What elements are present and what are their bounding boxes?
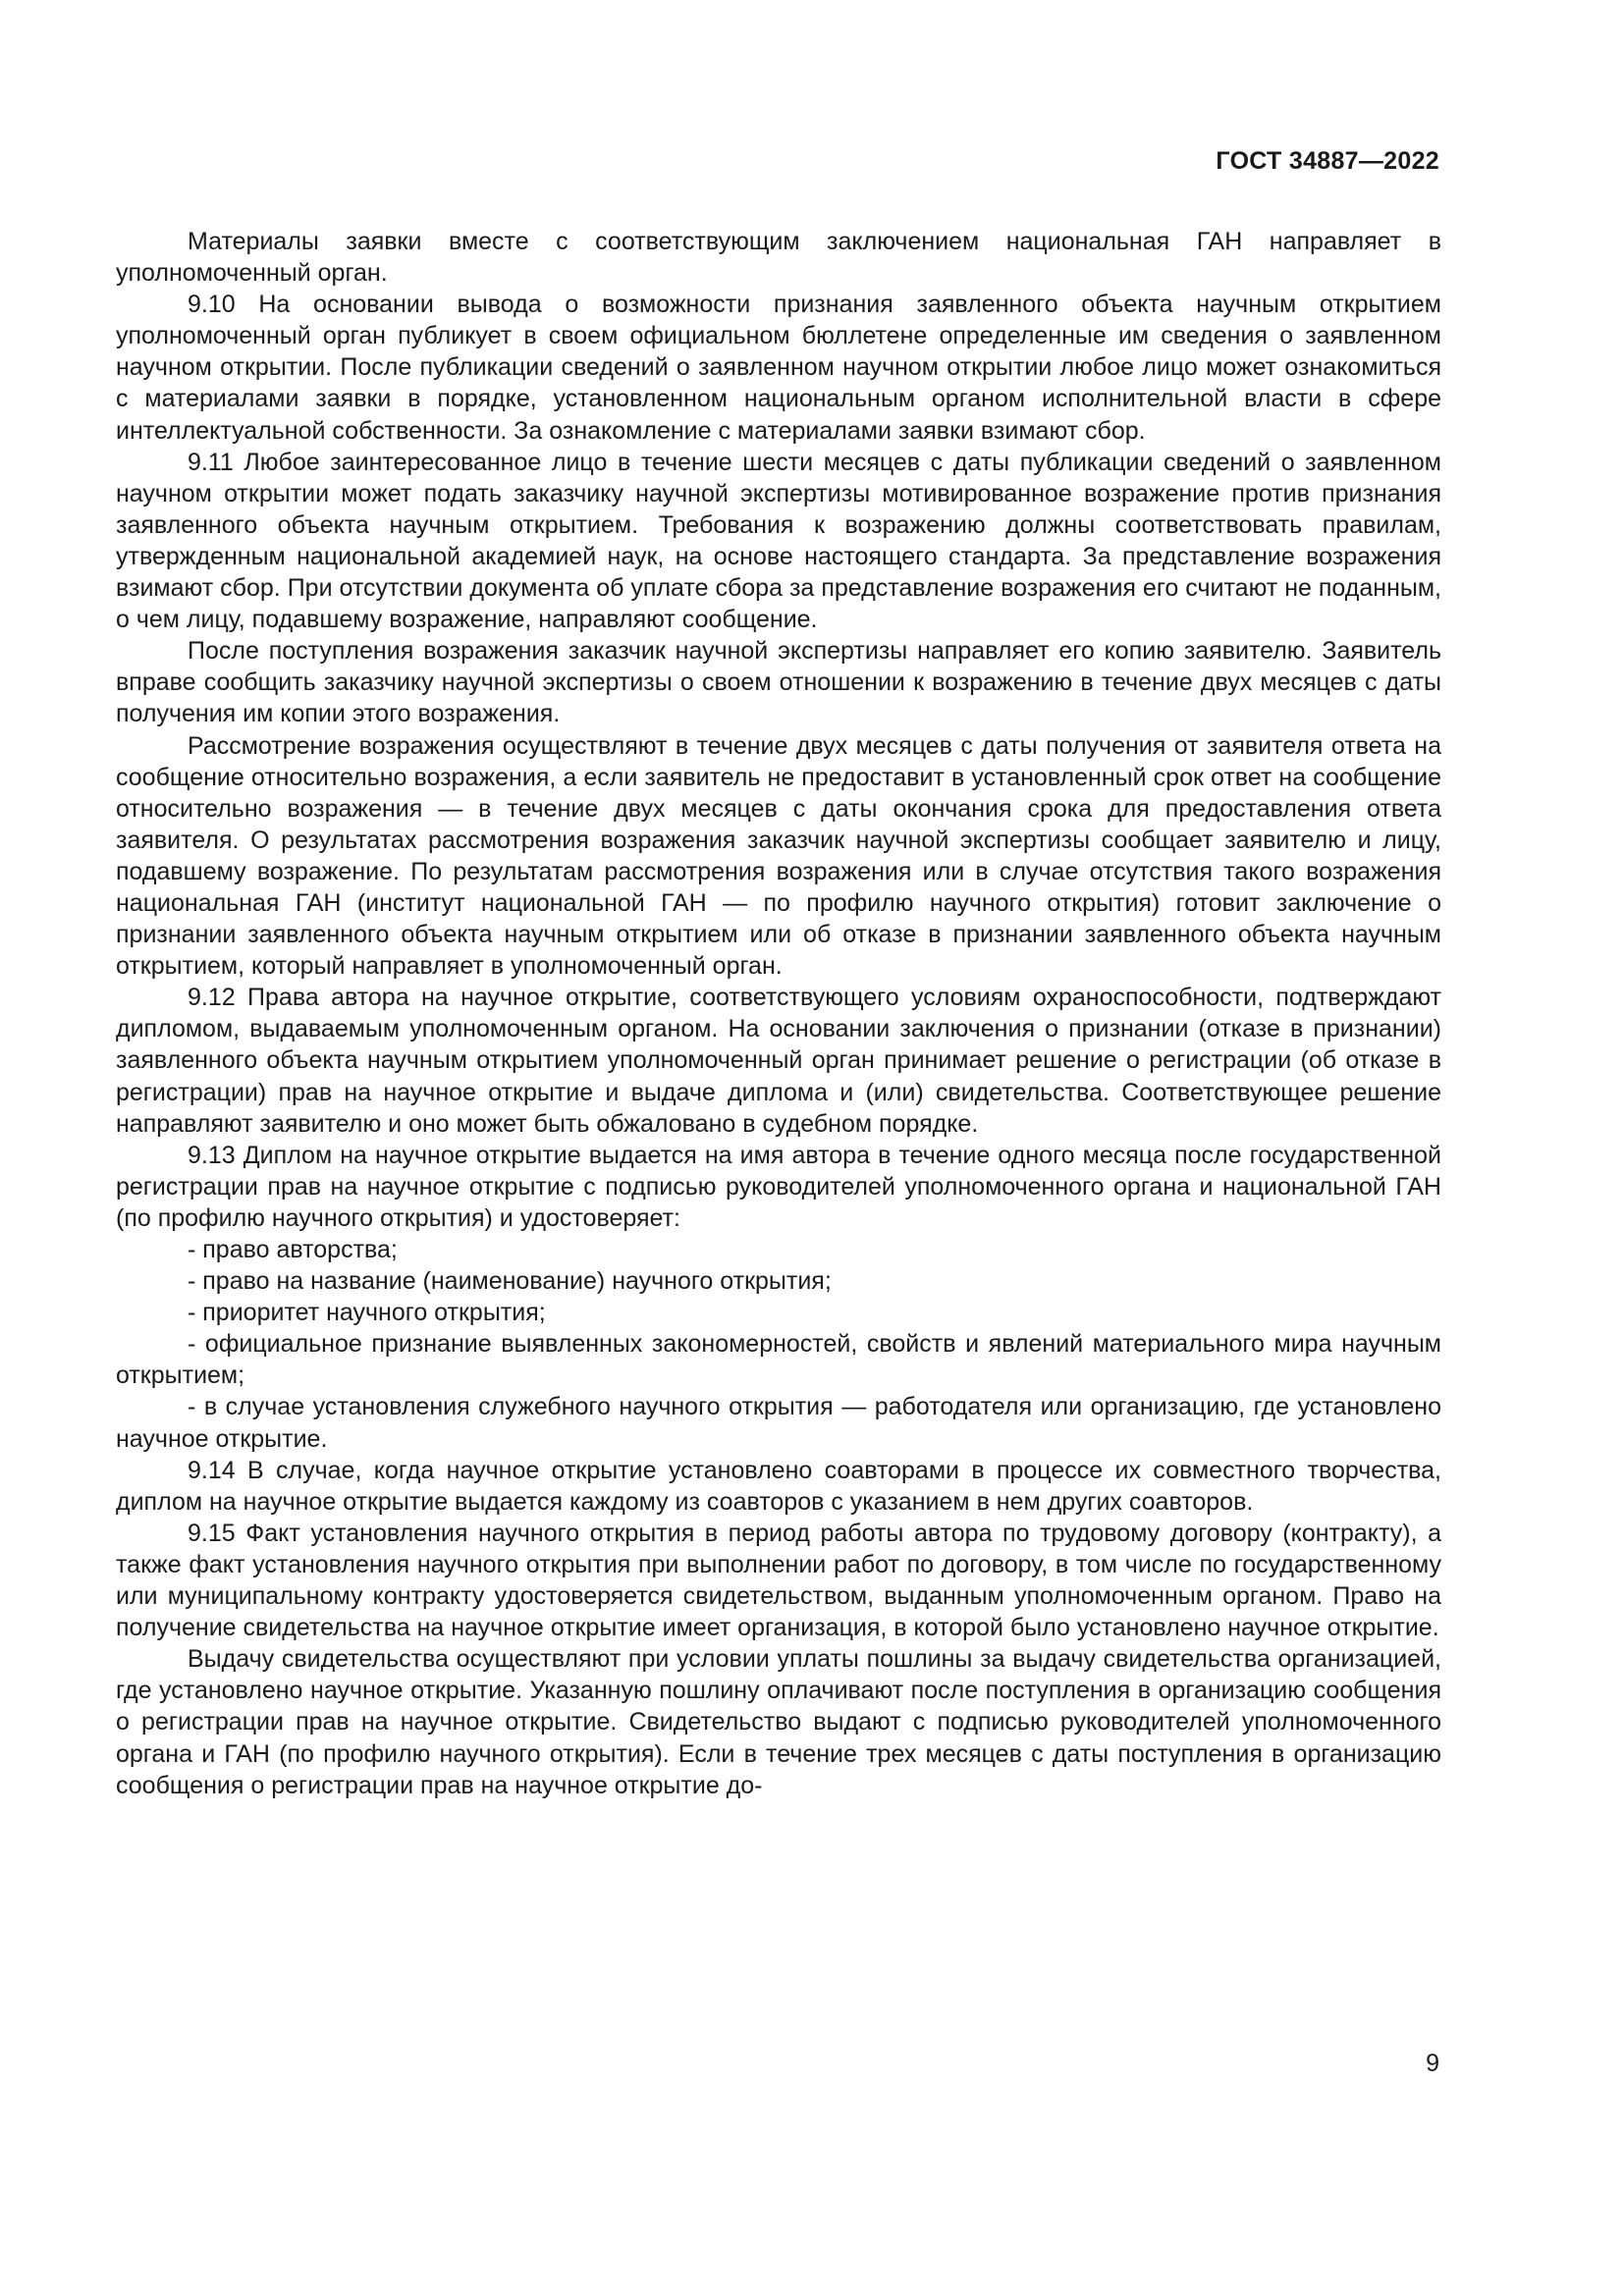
paragraph-9-12: 9.12 Права автора на научное открытие, соответствующего условиям охраноспособности, подтверждают дипломом, выдаваемым уполномоченным органом. На основании заключения о признании (отказе в признании) заявленного объекта научным открытием уполномоченный орган принимает решение о регистрации (об отказе в регистрации) прав на научное открытие и выдаче диплома и (или) свидетельства. Соответствующее решение направляют заявителю и оно может быть обжаловано в судебном порядке. — [116, 984, 1441, 1138]
list-item: - право авторства; — [188, 1236, 398, 1263]
paragraph-9-10: 9.10 На основании вывода о возможности признания заявленного объекта научным открытием уполномоченный орган публикует в своем официальном бюллетене определенные им сведения о заявленном научном открытии. После публикации сведений о заявленном научном открытии любое лицо может ознакомиться с материалами заявки в порядке, установленном национальным органом исполнительной власти в сфере интеллектуальной собственности. За ознакомление с материалами заявки взимают сбор. — [116, 291, 1441, 445]
list-item: - приоритет научного открытия; — [188, 1299, 546, 1327]
document-header: ГОСТ 34887—2022 — [1216, 147, 1439, 175]
paragraph-9-15: 9.15 Факт установления научного открытия в период работы автора по трудовому договору (контракту), а также факт установления научного открытия при выполнении работ по договору, в том числе по государственному или муниципальному контракту удостоверяется свидетельством, выданным уполномоченным органом. Право на получение свидетельства на научное открытие имеет организация, в которой было установлено научное открытие. — [116, 1519, 1441, 1642]
paragraph-9-11: 9.11 Любое заинтересованное лицо в течение шести месяцев с даты публикации сведений о заявленном научном открытии может подать заказчику научной экспертизы мотивированное возражение против признания заявленного объекта научным открытием. Требования к возражению должны соответствовать правилам, утвержденным национальной академией наук, на основе настоящего стандарта. За представление возражения взимают сбор. При отсутствии документа об уплате сбора за представление возражения его считают не поданным, о чем лицу, подавшему возражение, направляют сообщение. — [116, 448, 1441, 634]
list-item: - официальное признание выявленных закономерностей, свойств и явлений материального мира научным открытием; — [116, 1330, 1441, 1390]
document-body — [116, 226, 1441, 1801]
list-item: - в случае установления служебного научного открытия — работодателя или организацию, где установлено научное открытие. — [116, 1393, 1441, 1453]
page-number: 9 — [1426, 2050, 1439, 2077]
paragraph: Материалы заявки вместе с соответствующим заключением национальная ГАН направляет в уполномоченный орган. — [116, 228, 1441, 288]
paragraph-9-14: 9.14 В случае, когда научное открытие установлено соавторами в процессе их совместного творчества, диплом на научное открытие выдается каждому из соавторов с указанием в нем других соавторов. — [116, 1456, 1441, 1516]
list-item: - право на название (наименование) научного открытия; — [188, 1267, 832, 1296]
paragraph: После поступления возражения заказчик научной экспертизы направляет его копию заявителю. Заявитель вправе сообщить заказчику научной экспертизы о своем отношении к возражению в течение двух месяцев с даты получения им копии этого возражения. — [116, 637, 1441, 728]
paragraph: Рассмотрение возражения осуществляют в течение двух месяцев с даты получения от заявителя ответа на сообщение относительно возражения, а если заявитель не предоставит в установленный срок ответ на сообщение относительно возражения — в течение двух месяцев с даты окончания срока для предоставления ответа заявителя. О результатах рассмотрения возражения заказчик научной экспертизы сообщает заявителю и лицу, подавшему возражение. По результатам рассмотрения возражения или в случае отсутствия такого возражения национальная ГАН (институт национальной ГАН — по профилю научного открытия) готовит заключение о признании заявленного объекта научным открытием или об отказе в признании заявленного объекта научным открытием, который направляет в уполномоченный орган. — [116, 731, 1441, 981]
paragraph: Выдачу свидетельства осуществляют при условии уплаты пошлины за выдачу свидетельства организацией, где установлено научное открытие. Указанную пошлину оплачивают после поступления в организацию сообщения о регистрации прав на научное открытие. Свидетельство выдают с подписью руководителей уполномоченного органа и ГАН (по профилю научного открытия). Если в течение трех месяцев с даты поступления в организацию сообщения о регистрации прав на научное открытие до- — [116, 1645, 1441, 1799]
paragraph-9-13: 9.13 Диплом на научное открытие выдается на имя автора в течение одного месяца после государственной регистрации прав на научное открытие с подписью руководителей уполномоченного органа и национальной ГАН (по профилю научного открытия) и удостоверяет: — [116, 1141, 1441, 1232]
